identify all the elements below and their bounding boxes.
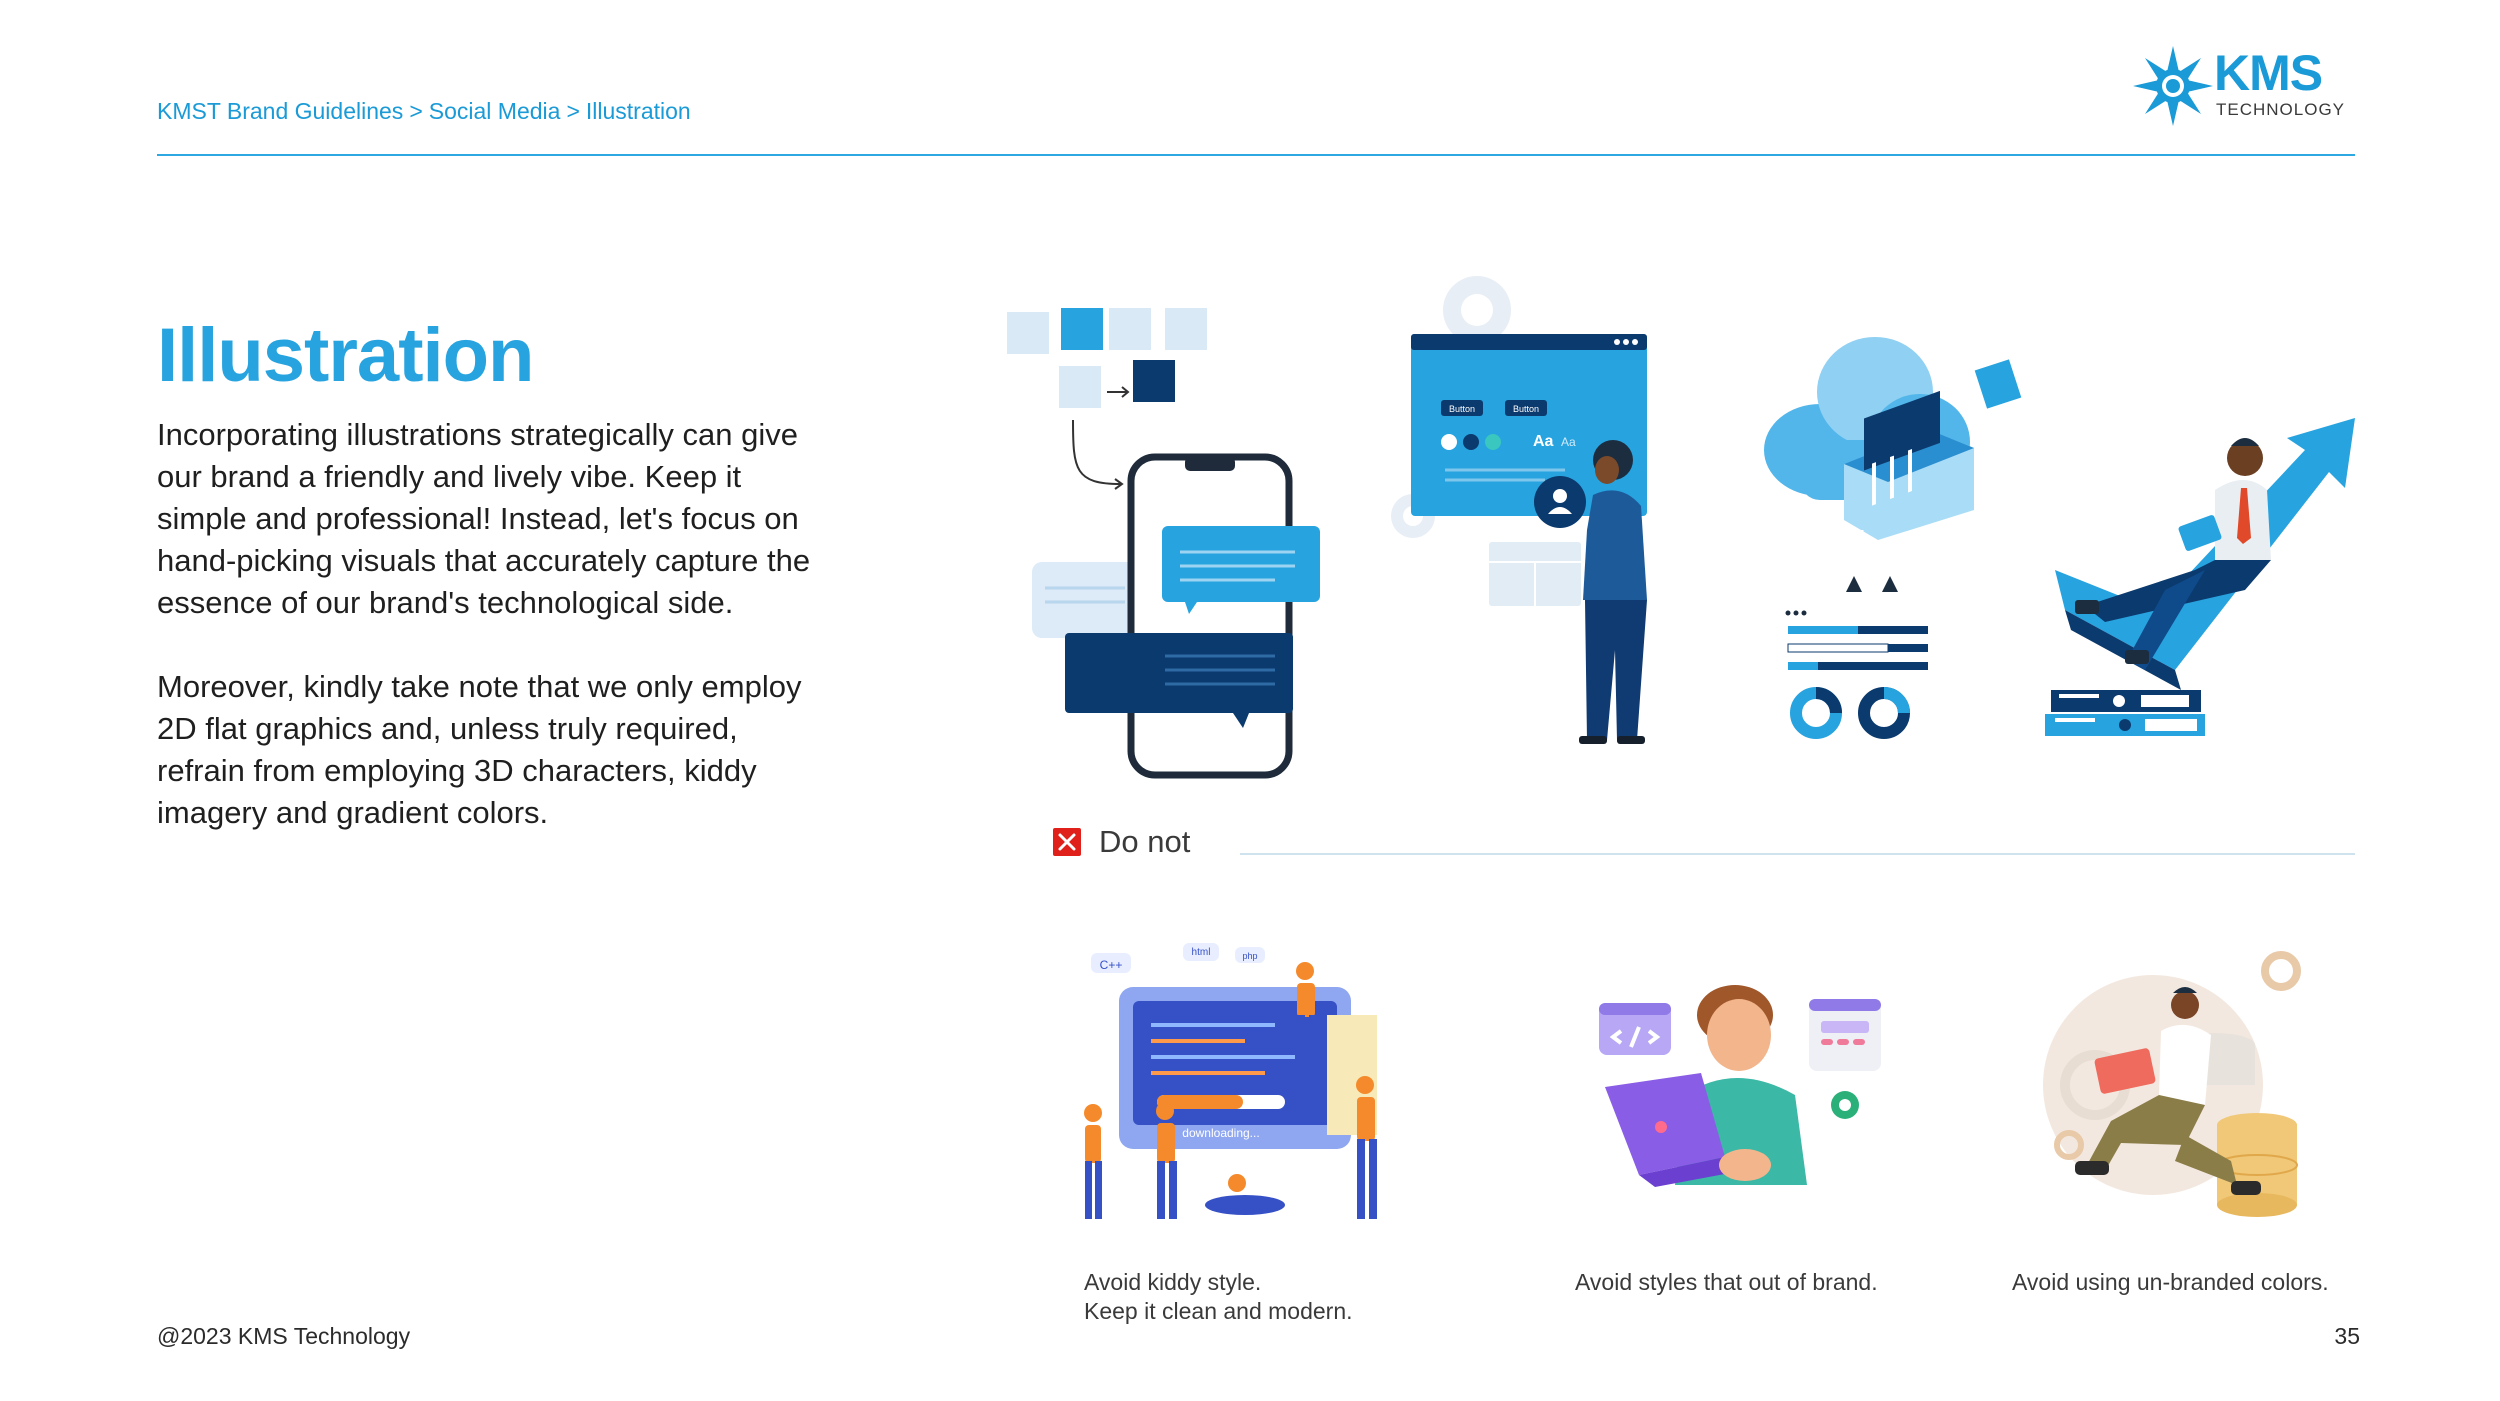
- unbranded-colors-illustration: [2035, 935, 2315, 1225]
- header-divider: [157, 154, 2355, 156]
- breadcrumb-separator: >: [409, 98, 423, 124]
- logo-subtitle: TECHNOLOGY: [2216, 100, 2346, 119]
- caption-line: Avoid using un-branded colors.: [2012, 1269, 2329, 1295]
- 3d-character-illustration: [1595, 965, 1885, 1235]
- phone-chat-illustration: [1005, 300, 1335, 790]
- tag-php: php: [1242, 951, 1258, 961]
- breadcrumb-item-illustration[interactable]: Illustration: [585, 98, 691, 124]
- caption-line: Keep it clean and modern.: [1084, 1298, 1353, 1324]
- footer-copyright: @2023 KMS Technology: [157, 1323, 411, 1349]
- caption-unbranded-colors: [2012, 1268, 2329, 1297]
- do-not-divider: [1240, 853, 2355, 855]
- caption-kiddy-style: [1084, 1268, 1353, 1326]
- caption-line: Avoid kiddy style.: [1084, 1269, 1262, 1295]
- body-text: [157, 414, 817, 876]
- page-number: 35: [2334, 1323, 2360, 1349]
- kiddy-style-illustration: [1065, 935, 1465, 1235]
- font-sample-light: Aa: [1561, 435, 1576, 449]
- cloud-storage-illustration: [1750, 330, 2040, 750]
- do-not-label: Do not: [1099, 824, 1191, 859]
- downloading-text: downloading...: [1182, 1126, 1260, 1140]
- ui-button-label: Button: [1512, 404, 1540, 414]
- breadcrumb-item-guidelines[interactable]: KMST Brand Guidelines: [157, 98, 404, 124]
- tag-cpp: C++: [1099, 958, 1123, 972]
- logo-wordmark: KMS: [2214, 45, 2323, 101]
- tag-html: html: [1191, 947, 1211, 958]
- paragraph-note: Moreover, kindly take note that we only employ 2D flat graphics and, unless truly required, refrain from employing 3D characters, kiddy imagery and gradient colors.: [157, 669, 802, 830]
- breadcrumb: [157, 98, 691, 125]
- breadcrumb-separator: >: [566, 98, 580, 124]
- x-mark-icon: [1053, 828, 1081, 856]
- ui-designer-illustration: [1385, 270, 1685, 770]
- ui-button-label: Button: [1448, 404, 1476, 414]
- breadcrumb-item-social-media[interactable]: Social Media: [428, 98, 561, 124]
- font-sample-bold: Aa: [1533, 433, 1554, 450]
- paragraph-intro: Incorporating illustrations strategically can give our brand a friendly and lively vibe. Keep it simple and professional! Instead, let's focus on hand-picking visuals that accurately capture the essence of our brand's technological side.: [157, 417, 811, 620]
- caption-line: Avoid styles that out of brand.: [1575, 1269, 1878, 1295]
- kms-logo: [2133, 44, 2358, 128]
- page-title: Illustration: [157, 313, 534, 398]
- caption-out-of-brand: [1575, 1268, 1878, 1297]
- kms-sunburst-logo-icon: [2133, 44, 2213, 128]
- growth-arrow-illustration: [2045, 410, 2360, 755]
